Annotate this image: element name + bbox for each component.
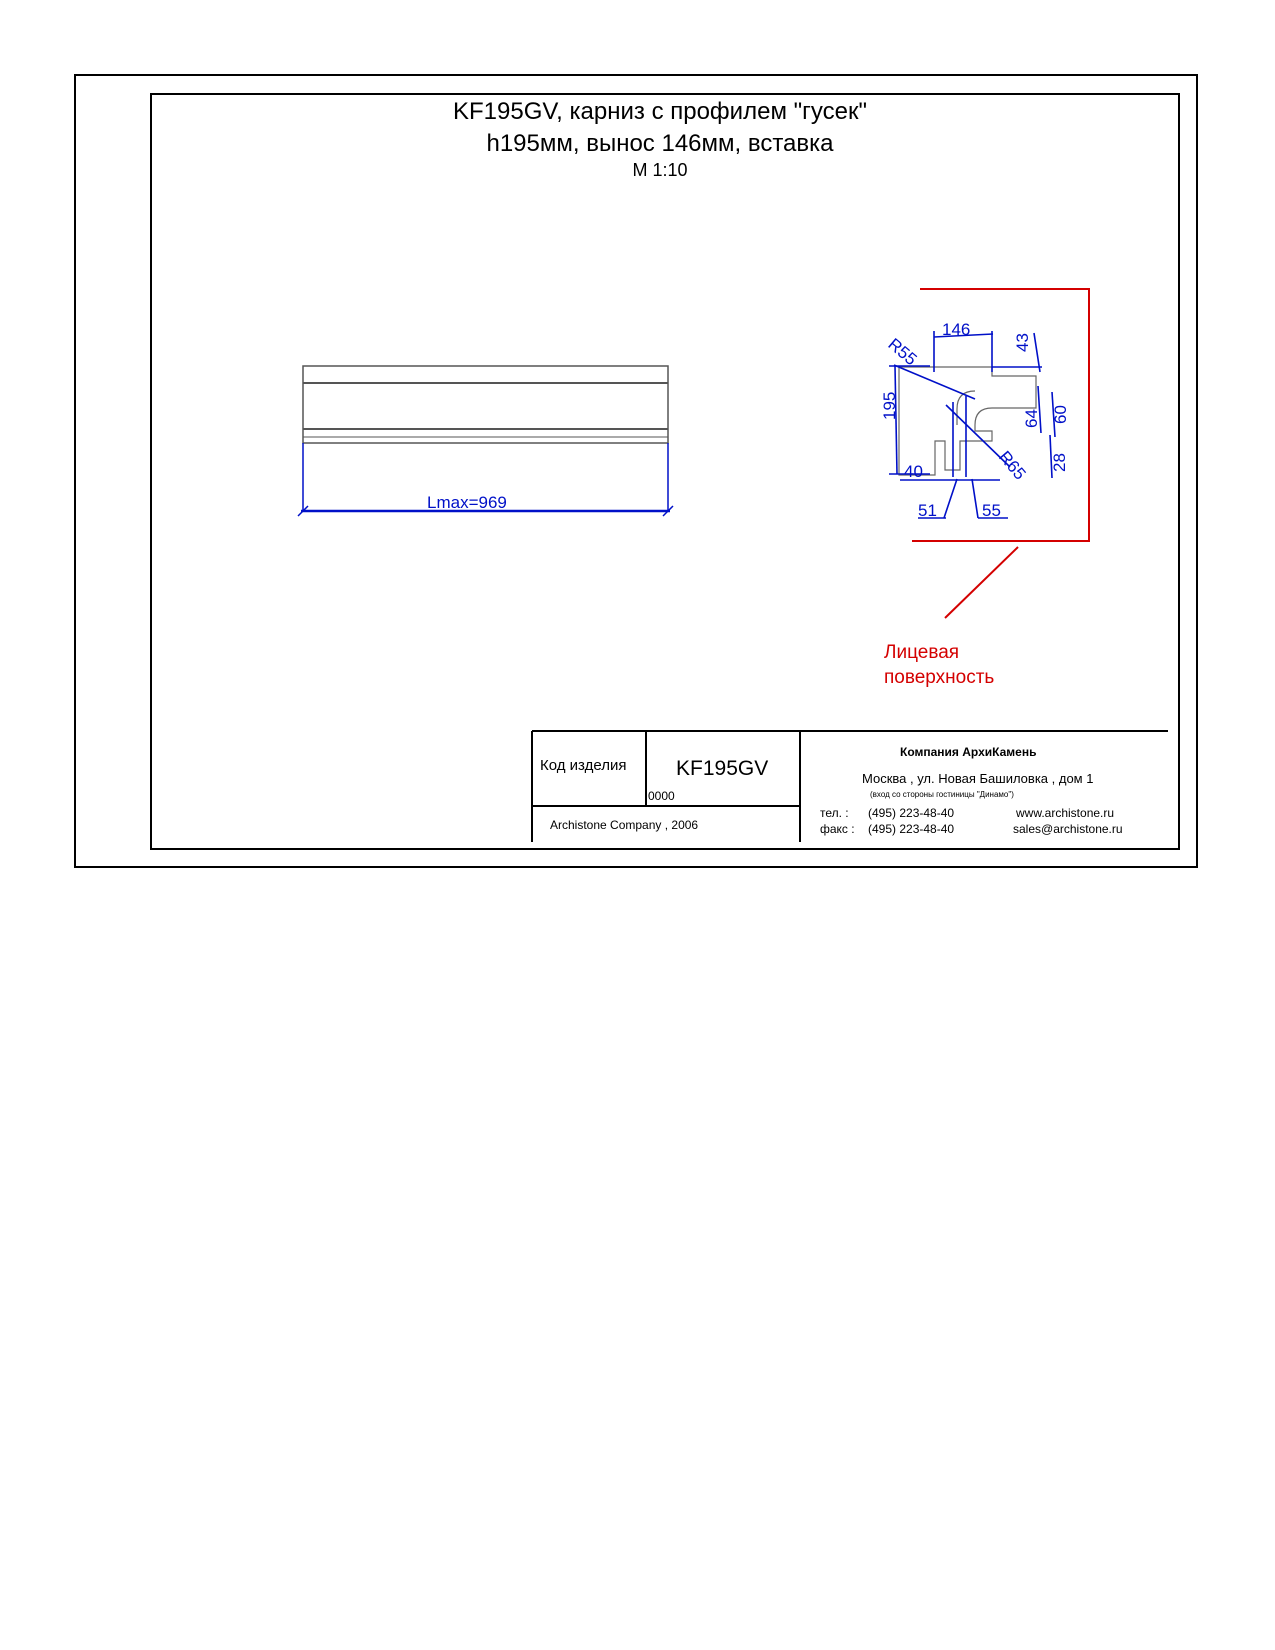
length-label: Lmax=969	[427, 493, 507, 512]
code-label: Код изделия	[540, 757, 627, 774]
company-address: Москва , ул. Новая Башиловка , дом 1	[862, 771, 1094, 786]
code-number: 0000	[648, 789, 675, 803]
fax-label: факс :	[820, 822, 855, 836]
dim-40: 40	[904, 462, 923, 481]
elevation-outline	[303, 366, 668, 443]
drawing-scale: М 1:10	[632, 160, 688, 180]
email-link[interactable]: sales@archistone.ru	[1013, 822, 1123, 836]
code-value: KF195GV	[676, 757, 769, 780]
leader-51	[944, 479, 957, 518]
address-note: (вход со стороны гостиницы "Динамо")	[870, 790, 1014, 799]
face-surface-leader	[945, 547, 1018, 618]
phone-label: тел. :	[820, 806, 849, 820]
dimension-line-43	[1034, 333, 1040, 372]
dim-51: 51	[918, 501, 937, 520]
company-name: Компания АрхиКамень	[900, 745, 1037, 759]
copyright: Archistone Company , 2006	[550, 818, 699, 832]
dim-64: 64	[1022, 409, 1041, 428]
face-label-line2: поверхность	[884, 667, 995, 688]
face-label-line1: Лицевая	[884, 642, 960, 663]
dim-28: 28	[1050, 453, 1069, 472]
dim-146: 146	[942, 320, 971, 339]
dim-55: 55	[982, 501, 1001, 520]
fax-number: (495) 223-48-40	[868, 822, 955, 836]
dim-r55: R55	[884, 334, 921, 370]
dim-r65: R65	[994, 447, 1030, 484]
website-link[interactable]: www.archistone.ru	[1016, 806, 1115, 820]
drawing-title: KF195GV, карниз с профилем "гусек"	[453, 98, 867, 125]
dim-60: 60	[1051, 405, 1070, 424]
drawing-subtitle: h195мм, вынос 146мм, вставка	[486, 130, 834, 157]
dim-195: 195	[880, 391, 899, 420]
leader-55	[972, 479, 978, 518]
phone-number: (495) 223-48-40	[868, 806, 955, 820]
dim-43: 43	[1013, 333, 1032, 352]
